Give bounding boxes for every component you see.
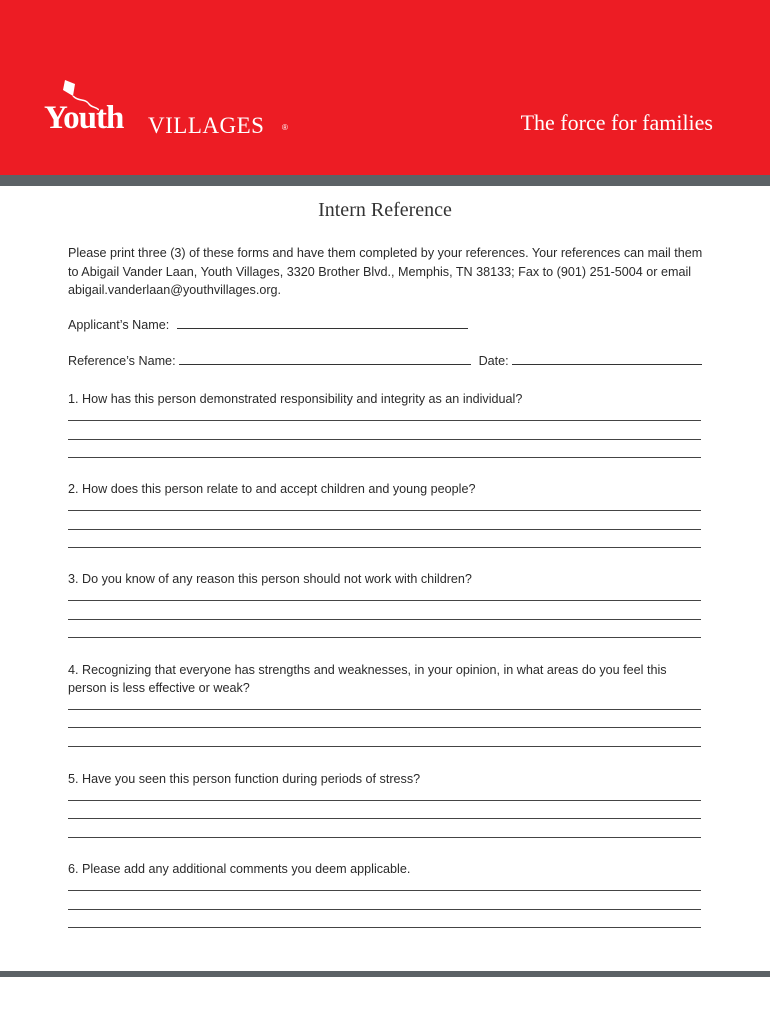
form-title: Intern Reference [318,199,452,221]
question-6: 6. Please add any additional comments you deem applicable. [68,862,411,876]
form-instructions: Please print three (3) of these forms and have them completed by your references. Your references can mail them to Abigail Vander Laan, Youth Villages, 3320 Brother Blvd., Memphis, TN 38133; Fax to (901) 251-5004 or email abigail.vanderlaan@youthvillages.org. [68,246,703,297]
header-divider-bar [0,175,770,186]
applicant-name-field[interactable] [177,317,468,329]
answer-line[interactable] [68,600,701,601]
answer-line[interactable] [68,510,701,511]
header-banner [0,0,770,175]
applicant-name-row [68,317,468,332]
answer-line[interactable] [68,727,701,728]
applicant-name-label: Applicant’s Name: [68,318,170,332]
answer-line[interactable] [68,746,701,747]
answer-line[interactable] [68,909,701,910]
tagline: The force for families [520,110,713,135]
answer-line[interactable] [68,927,701,928]
reference-name-field[interactable] [179,353,471,365]
logo-registered-mark: ® [282,123,288,132]
date-field[interactable] [512,353,702,365]
answer-line[interactable] [68,837,701,838]
footer-divider-bar [0,971,770,977]
logo-youth-text: Youth [44,100,124,136]
question-1: 1. How has this person demonstrated responsibility and integrity as an individual? [68,392,523,406]
question-5: 5. Have you seen this person function during periods of stress? [68,772,421,786]
question-3: 3. Do you know of any reason this person should not work with children? [68,572,472,586]
answer-line[interactable] [68,457,701,458]
reference-row [68,353,702,368]
answer-line[interactable] [68,818,701,819]
answer-line[interactable] [68,890,701,891]
answer-line[interactable] [68,637,701,638]
answer-line[interactable] [68,420,701,421]
answer-line[interactable] [68,547,701,548]
question-2: 2. How does this person relate to and accept children and young people? [68,482,476,496]
question-4: 4. Recognizing that everyone has strengths and weaknesses, in your opinion, in what areas do you feel this person is less effective or weak? [68,663,667,695]
logo-villages-text: VILLAGES [148,113,265,138]
answer-line[interactable] [68,619,701,620]
answer-line[interactable] [68,800,701,801]
date-label: Date: [478,354,509,368]
answer-line[interactable] [68,439,701,440]
answer-line[interactable] [68,709,701,710]
reference-name-label: Reference’s Name: [68,354,176,368]
answer-line[interactable] [68,529,701,530]
